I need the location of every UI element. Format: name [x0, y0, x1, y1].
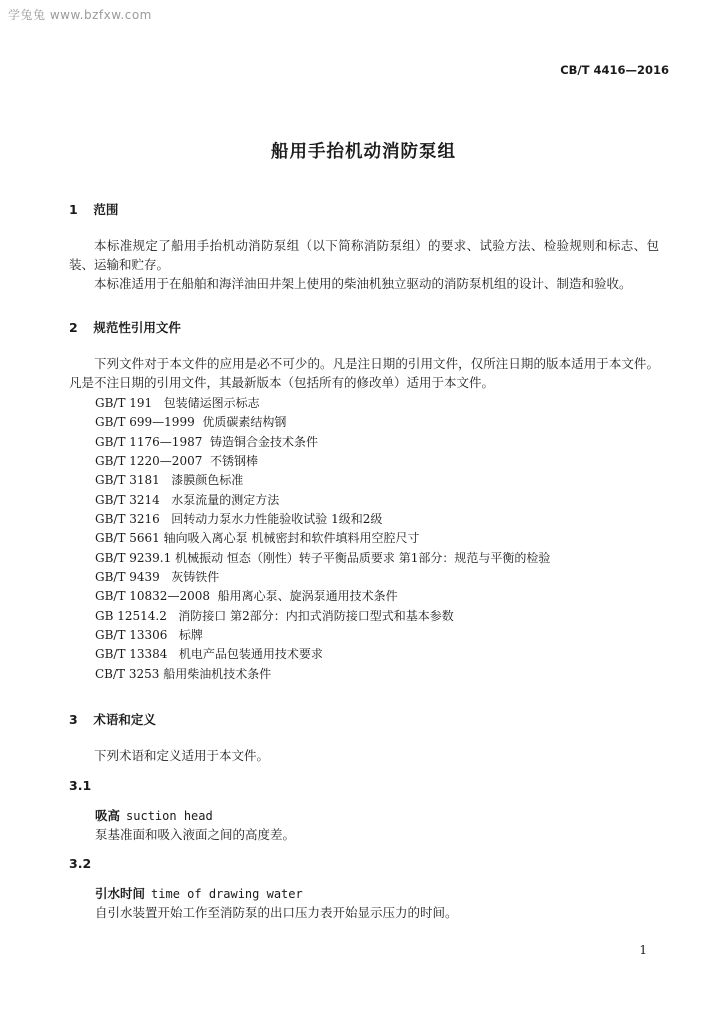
- list-item: [95, 607, 550, 626]
- term-definition: 自引水装置开始工作至消防泵的出口压力表开始显示压力的时间。: [95, 905, 458, 920]
- term-number: 3.1: [69, 778, 92, 793]
- document-title: 船用手抬机动消防泵组: [271, 142, 456, 162]
- reference-name: 机械振动 恒态（刚性）转子平衡品质要求 第1部分：规范与平衡的检验: [175, 550, 551, 565]
- reference-name: 船用柴油机技术条件: [163, 666, 272, 681]
- list-item: [95, 413, 550, 432]
- list-item: [95, 645, 550, 664]
- reference-name: 标牌: [178, 628, 203, 643]
- list-item: [95, 510, 550, 529]
- term-number: 3.2: [69, 856, 92, 871]
- term-heading: [95, 806, 213, 824]
- term-english: time of drawing water: [151, 887, 303, 901]
- reference-name: 回转动力泵水力性能验收试验 1级和2级: [171, 512, 383, 527]
- list-item: [95, 471, 550, 490]
- reference-code: GB/T 13384: [95, 647, 168, 662]
- reference-name: 消防接口 第2部分：内扣式消防接口型式和基本参数: [178, 608, 454, 623]
- reference-code: GB/T 5661: [95, 531, 160, 546]
- reference-code: GB/T 3216: [95, 512, 160, 527]
- list-item: [95, 433, 550, 452]
- list-item: [95, 394, 550, 413]
- references-intro: 下列文件对于本文件的应用是必不可少的。凡是注日期的引用文件，仅所注日期的版本适用于本文件。凡是不注日期的引用文件，其最新版本（包括所有的修改单）适用于本文件。: [69, 356, 659, 390]
- reference-code: GB/T 1176—1987: [95, 434, 203, 449]
- watermark-text: 学兔兔 www.bzfxw.com: [8, 8, 152, 22]
- reference-code: GB/T 3181: [95, 473, 160, 488]
- reference-code: GB/T 13306: [95, 628, 168, 643]
- list-item: [95, 626, 550, 645]
- reference-name: 灰铸铁件: [171, 570, 220, 585]
- reference-code: GB/T 9239.1: [95, 550, 172, 565]
- reference-name: 铸造铜合金技术条件: [209, 434, 318, 449]
- scope-paragraph-2: 本标准适用于在船舶和海洋油田井架上使用的柴油机独立驱动的消防泵机组的设计、制造和验收。: [94, 276, 632, 291]
- section-title: 范围: [93, 202, 119, 217]
- list-item: [95, 491, 550, 510]
- reference-name: 优质碳素结构钢: [202, 415, 287, 430]
- reference-code: CB/T 3253: [95, 666, 160, 681]
- reference-code: GB 12514.2: [95, 608, 167, 623]
- list-item: [95, 568, 550, 587]
- page-number: 1: [639, 943, 647, 957]
- reference-code: GB/T 699—1999: [95, 415, 195, 430]
- reference-code: GB/T 191: [95, 396, 153, 410]
- reference-code: GB/T 1220—2007: [95, 454, 203, 469]
- section-title: 规范性引用文件: [93, 320, 181, 335]
- section-number: 2: [69, 320, 78, 335]
- scope-paragraph-1: 本标准规定了船用手抬机动消防泵组（以下简称消防泵组）的要求、试验方法、检验规则和标志、包装、运输和贮存。: [69, 238, 659, 272]
- list-item: [95, 587, 550, 606]
- section-number: 1: [69, 202, 78, 217]
- section-number: 3: [69, 712, 78, 727]
- list-item: [95, 665, 550, 684]
- reference-name: 漆膜颜色标准: [171, 473, 244, 488]
- list-item: [95, 452, 550, 471]
- reference-name: 不锈钢棒: [209, 454, 258, 469]
- reference-name: 轴向吸入离心泵 机械密封和软件填料用空腔尺寸: [163, 531, 420, 546]
- reference-name: 水泵流量的测定方法: [171, 492, 280, 507]
- section-1-heading: [69, 200, 118, 218]
- reference-code: GB/T 3214: [95, 492, 160, 507]
- term-heading: [95, 884, 303, 902]
- list-item: [95, 549, 550, 568]
- reference-name: 包装储运图示标志: [163, 396, 260, 410]
- terms-intro: 下列术语和定义适用于本文件。: [94, 748, 270, 763]
- section-2-heading: [69, 318, 181, 336]
- reference-code: GB/T 9439: [95, 570, 160, 585]
- reference-name: 机电产品包装通用技术要求: [178, 647, 323, 662]
- term-chinese: 吸高: [95, 808, 121, 823]
- section-title: 术语和定义: [93, 712, 156, 727]
- list-item: [95, 529, 550, 548]
- reference-code: GB/T 10832—2008: [95, 589, 210, 604]
- term-chinese: 引水时间: [95, 886, 146, 901]
- standard-number: CB/T 4416—2016: [560, 63, 669, 77]
- reference-name: 船用离心泵、旋涡泵通用技术条件: [217, 589, 398, 604]
- section-3-heading: [69, 710, 156, 728]
- reference-list: [95, 394, 550, 684]
- term-definition: 泵基准面和吸入液面之间的高度差。: [95, 827, 296, 842]
- term-english: suction head: [126, 809, 213, 823]
